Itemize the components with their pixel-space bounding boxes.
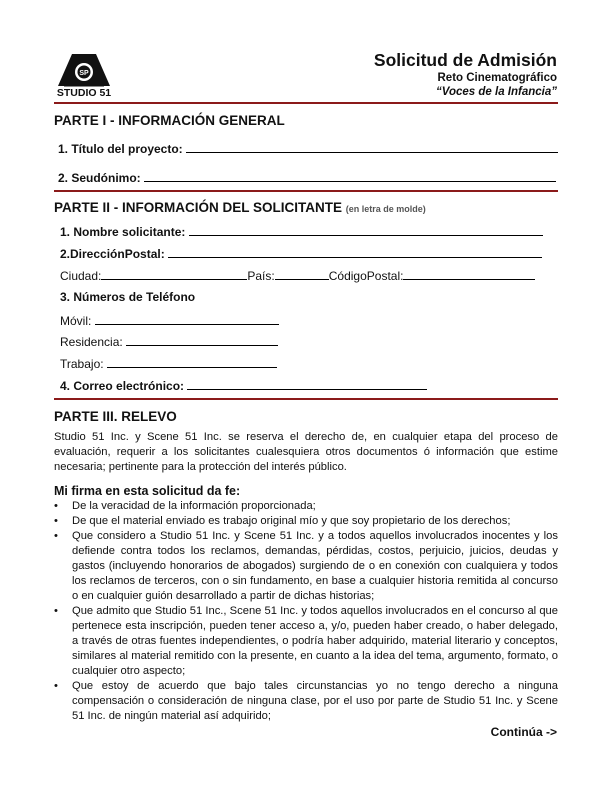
form-tagline: “Voces de la Infancia”: [435, 86, 557, 98]
part2-heading-text: PARTE II - INFORMACIÓN DEL SOLICITANTE: [54, 200, 342, 215]
applicant-name-field[interactable]: [189, 224, 543, 236]
form-subtitle: Reto Cinematográfico: [437, 72, 557, 84]
pseudonym-field[interactable]: [144, 170, 556, 182]
part3-heading: PARTE III. RELEVO: [54, 409, 177, 424]
postal-address-row: [60, 246, 542, 261]
list-item: • Que considero a Studio 51 Inc. y Scene 51 Inc. y a todos aquellos involucrados inocentes y los defiende contra todos los reclamos, demandas, pérdidas, costos, perjuicio, juicios, deudas y gastos (incluyendo honorarios de abogados) surgiendo de o en conexión con cualquiera y todos los reclamos de terceros, con o sin fundamento, en base a cualquier historia remitida al concurso o en cualquier guión desarrollado a partir de dichas historias;: [54, 529, 558, 604]
work-phone-row: [60, 356, 277, 371]
work-phone-label: Trabajo:: [60, 357, 104, 371]
divider: [54, 398, 558, 400]
part2-heading: [54, 200, 426, 215]
signature-heading: Mi firma en esta solicitud da fe:: [54, 484, 241, 498]
part2-heading-note: (en letra de molde): [345, 204, 426, 214]
list-item: • Que admito que Studio 51 Inc., Scene 51 Inc. y todos aquellos involucrados en el concurso al que pertenece esta inscripción, pueden tener acceso a, y/o, pueden haber creado, o haber delegado, a través de otras fuentes independientes, o podría haber adquirido, material literario y conceptos, similares al material remitido con la presente, en cuanto a la idea del tema, argumento, formato, o cualquier otro aspecto;: [54, 604, 558, 679]
phones-label: 3. Números de Teléfono: [60, 290, 196, 304]
part1-heading: PARTE I - INFORMACIÓN GENERAL: [54, 113, 285, 128]
list-item: • Que estoy de acuerdo que bajo tales circunstancias yo no tengo derecho a ninguna compensación o consideración de ninguna clase, por el uso por parte de Studio 51 Inc. y Scene 51 Inc. de ningún material así adquirido;: [54, 679, 558, 724]
city-field[interactable]: [101, 268, 247, 280]
email-field[interactable]: [187, 378, 427, 390]
studio51-logo: [54, 50, 114, 100]
list-item: • De que el material enviado es trabajo original mío y que soy propietario de los derechos;: [54, 514, 558, 529]
country-field[interactable]: [275, 268, 329, 280]
home-phone-label: Residencia:: [60, 335, 123, 349]
release-paragraph: Studio 51 Inc. y Scene 51 Inc. se reserva el derecho de, en cualquier etapa del proceso de evaluación, requerir a los solicitantes cualesquiera otros documentos ó información que estime necesaria; pertinente para la protección del interés público.: [54, 431, 558, 473]
zip-field[interactable]: [403, 268, 535, 280]
form-title: Solicitud de Admisión: [373, 50, 557, 70]
city-country-zip-row: [60, 268, 535, 283]
project-title-row: [58, 141, 558, 156]
pseudonym-row: [58, 170, 556, 185]
project-title-field[interactable]: [186, 141, 558, 153]
list-item: • De la veracidad de la información proporcionada;: [54, 499, 558, 514]
logo-reel-text: SP: [79, 70, 89, 77]
project-title-label: 1. Título del proyecto:: [58, 142, 183, 156]
divider: [54, 102, 558, 104]
logo-text: STUDIO 51: [56, 87, 112, 99]
pseudonym-label: 2. Seudónimo:: [58, 171, 141, 185]
postal-address-field[interactable]: [168, 246, 542, 258]
email-row: [60, 378, 427, 393]
mobile-label: Móvil:: [60, 314, 92, 328]
home-phone-field[interactable]: [126, 334, 278, 346]
postal-address-label: 2.DirecciónPostal:: [60, 247, 165, 261]
declaration-list: [54, 499, 558, 724]
applicant-name-label: 1. Nombre solicitante:: [60, 225, 186, 239]
email-label: 4. Correo electrónico:: [60, 379, 185, 393]
continue-label: Continúa ->: [490, 725, 557, 739]
home-phone-row: [60, 334, 278, 349]
applicant-name-row: [60, 224, 543, 239]
mobile-row: [60, 313, 279, 328]
city-label: Ciudad:: [60, 269, 102, 283]
country-label: País:: [247, 269, 275, 283]
mobile-field[interactable]: [95, 313, 279, 325]
zip-label: CódigoPostal:: [328, 269, 404, 283]
divider: [54, 190, 558, 192]
work-phone-field[interactable]: [107, 356, 277, 368]
